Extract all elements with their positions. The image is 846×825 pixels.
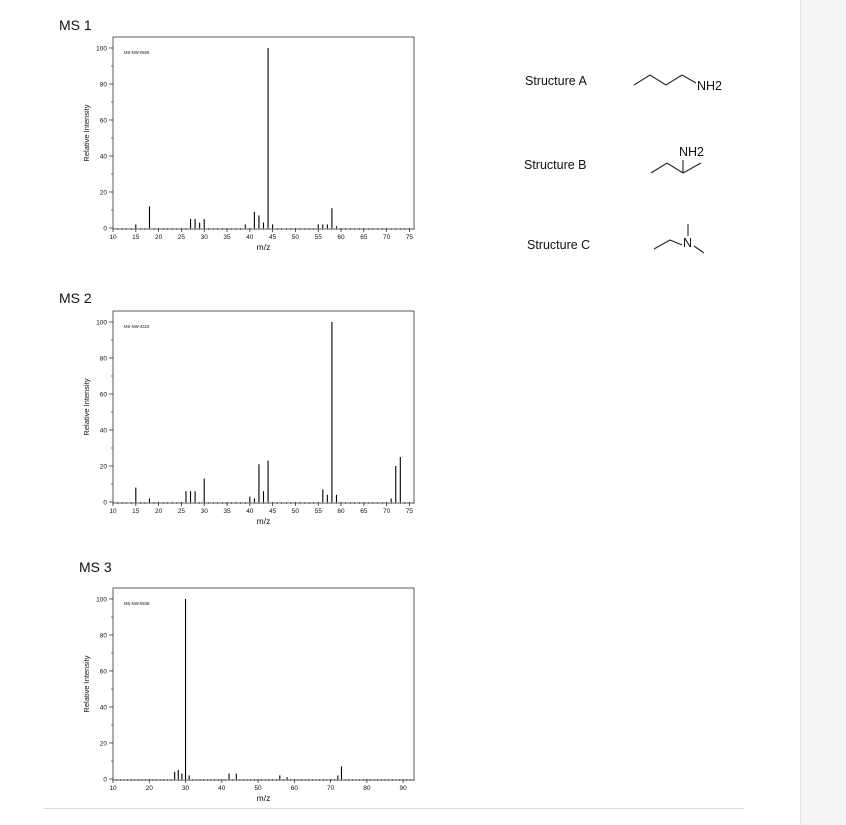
structure-c-ethyl-chain bbox=[654, 240, 682, 249]
structure-b-chain bbox=[651, 163, 683, 173]
ms2-y-tick-label: 40 bbox=[99, 427, 107, 435]
ms1-spectrum-code: MS-NW-0926 bbox=[124, 50, 150, 55]
ms2-x-tick-label: 75 bbox=[405, 508, 414, 515]
structure-b-skeletal-formula bbox=[645, 140, 725, 185]
ms1-x-tick-label: 75 bbox=[405, 234, 414, 241]
ms2-x-tick-label: 65 bbox=[360, 508, 368, 515]
structure-c-methyl-bond-right bbox=[694, 246, 704, 253]
ms3-y-axis-title: Relative Intensity bbox=[82, 655, 91, 713]
ms1-x-tick-label: 15 bbox=[132, 234, 140, 241]
ms1-y-tick-label: 60 bbox=[99, 117, 107, 125]
ms1-x-tick-label: 60 bbox=[337, 234, 345, 241]
ms2-x-tick-label: 50 bbox=[291, 508, 300, 515]
ms1-x-tick-label: 40 bbox=[246, 234, 254, 241]
structure-a-label: Structure A bbox=[525, 74, 587, 88]
ms1-x-tick-label: 30 bbox=[200, 234, 208, 241]
ms3-x-tick-label: 60 bbox=[290, 785, 298, 792]
ms2-y-tick-label: 100 bbox=[96, 319, 107, 327]
ms2-x-tick-label: 35 bbox=[223, 508, 231, 515]
ms3-x-tick-label: 10 bbox=[109, 785, 117, 792]
structure-a-group: NH2 bbox=[697, 79, 723, 93]
ms2-x-tick-label: 25 bbox=[177, 508, 186, 515]
ms2-x-axis-title: m/z bbox=[256, 516, 271, 526]
ms2-x-tick-label: 20 bbox=[154, 508, 163, 515]
structure-a-skeletal-formula bbox=[630, 68, 740, 98]
ms1-x-tick-label: 25 bbox=[177, 234, 186, 241]
ms2-x-tick-label: 70 bbox=[383, 508, 391, 515]
ms1-y-tick-label: 40 bbox=[99, 153, 107, 161]
ms2-x-tick-label: 60 bbox=[337, 508, 345, 515]
ms3-y-tick-label: 40 bbox=[99, 704, 107, 712]
ms3-y-tick-label: 100 bbox=[96, 596, 107, 604]
ms1-x-tick-label: 45 bbox=[269, 234, 277, 241]
ms1-y-axis-title: Relative Intensity bbox=[82, 104, 91, 162]
ms2-y-tick-label: 20 bbox=[99, 463, 107, 471]
ms1-y-tick-label: 100 bbox=[96, 45, 107, 53]
ms3-x-tick-label: 30 bbox=[181, 785, 190, 792]
structure-a-chain bbox=[634, 75, 696, 85]
ms2-y-tick-label: 60 bbox=[99, 391, 107, 399]
structure-c-skeletal-formula bbox=[650, 220, 710, 260]
ms1-y-tick-label: 0 bbox=[103, 225, 107, 233]
ms2-title: MS 2 bbox=[59, 290, 92, 306]
ms3-title: MS 3 bbox=[79, 559, 112, 575]
ms3-y-tick-label: 80 bbox=[99, 632, 107, 640]
ms1-x-tick-label: 50 bbox=[291, 234, 300, 241]
ms2-spectrum-code: MS-NW-4319 bbox=[124, 324, 150, 329]
ms2-y-tick-label: 80 bbox=[99, 355, 107, 363]
ms2-x-tick-label: 30 bbox=[200, 508, 208, 515]
ms3-x-tick-label: 50 bbox=[254, 785, 262, 792]
ms3-y-tick-label: 20 bbox=[99, 740, 107, 748]
ms1-y-tick-label: 80 bbox=[99, 81, 107, 89]
ms2-y-axis-title: Relative Intensity bbox=[82, 378, 91, 436]
ms3-x-tick-label: 80 bbox=[363, 785, 371, 792]
ms1-x-axis-title: m/z bbox=[256, 242, 271, 252]
ms3-x-tick-label: 70 bbox=[326, 785, 335, 792]
ms1-x-tick-label: 10 bbox=[109, 234, 117, 241]
ms2-y-tick-label: 0 bbox=[103, 499, 107, 507]
ms3-x-tick-label: 90 bbox=[399, 785, 407, 792]
structure-c-label: Structure C bbox=[527, 238, 591, 252]
structure-b-group: NH2 bbox=[679, 145, 705, 159]
ms2-x-tick-label: 55 bbox=[314, 508, 322, 515]
ms3-y-tick-label: 0 bbox=[103, 776, 107, 784]
ms3-spectrum-code: MS-NW-0938 bbox=[124, 601, 150, 606]
ms3-x-axis-title: m/z bbox=[256, 793, 271, 803]
ms1-x-tick-label: 65 bbox=[360, 234, 368, 241]
ms2-x-tick-label: 40 bbox=[246, 508, 254, 515]
ms1-x-tick-label: 35 bbox=[223, 234, 231, 241]
ms2-x-tick-label: 10 bbox=[109, 508, 117, 515]
ms3-x-tick-label: 20 bbox=[145, 785, 153, 792]
ms1-title: MS 1 bbox=[59, 17, 92, 33]
ms3-y-tick-label: 60 bbox=[99, 668, 107, 676]
ms3-plot-frame bbox=[113, 588, 414, 780]
ms1-y-tick-label: 20 bbox=[99, 189, 107, 197]
structure-b-label: Structure B bbox=[524, 158, 587, 172]
ms1-x-tick-label: 20 bbox=[154, 234, 163, 241]
structure-b-methyl-bond bbox=[683, 163, 701, 173]
ms1-x-tick-label: 55 bbox=[314, 234, 322, 241]
structure-c-nitrogen: N bbox=[683, 236, 693, 250]
ms2-x-tick-label: 45 bbox=[269, 508, 277, 515]
ms1-x-tick-label: 70 bbox=[383, 234, 391, 241]
ms2-x-tick-label: 15 bbox=[132, 508, 140, 515]
ms3-x-tick-label: 40 bbox=[218, 785, 226, 792]
